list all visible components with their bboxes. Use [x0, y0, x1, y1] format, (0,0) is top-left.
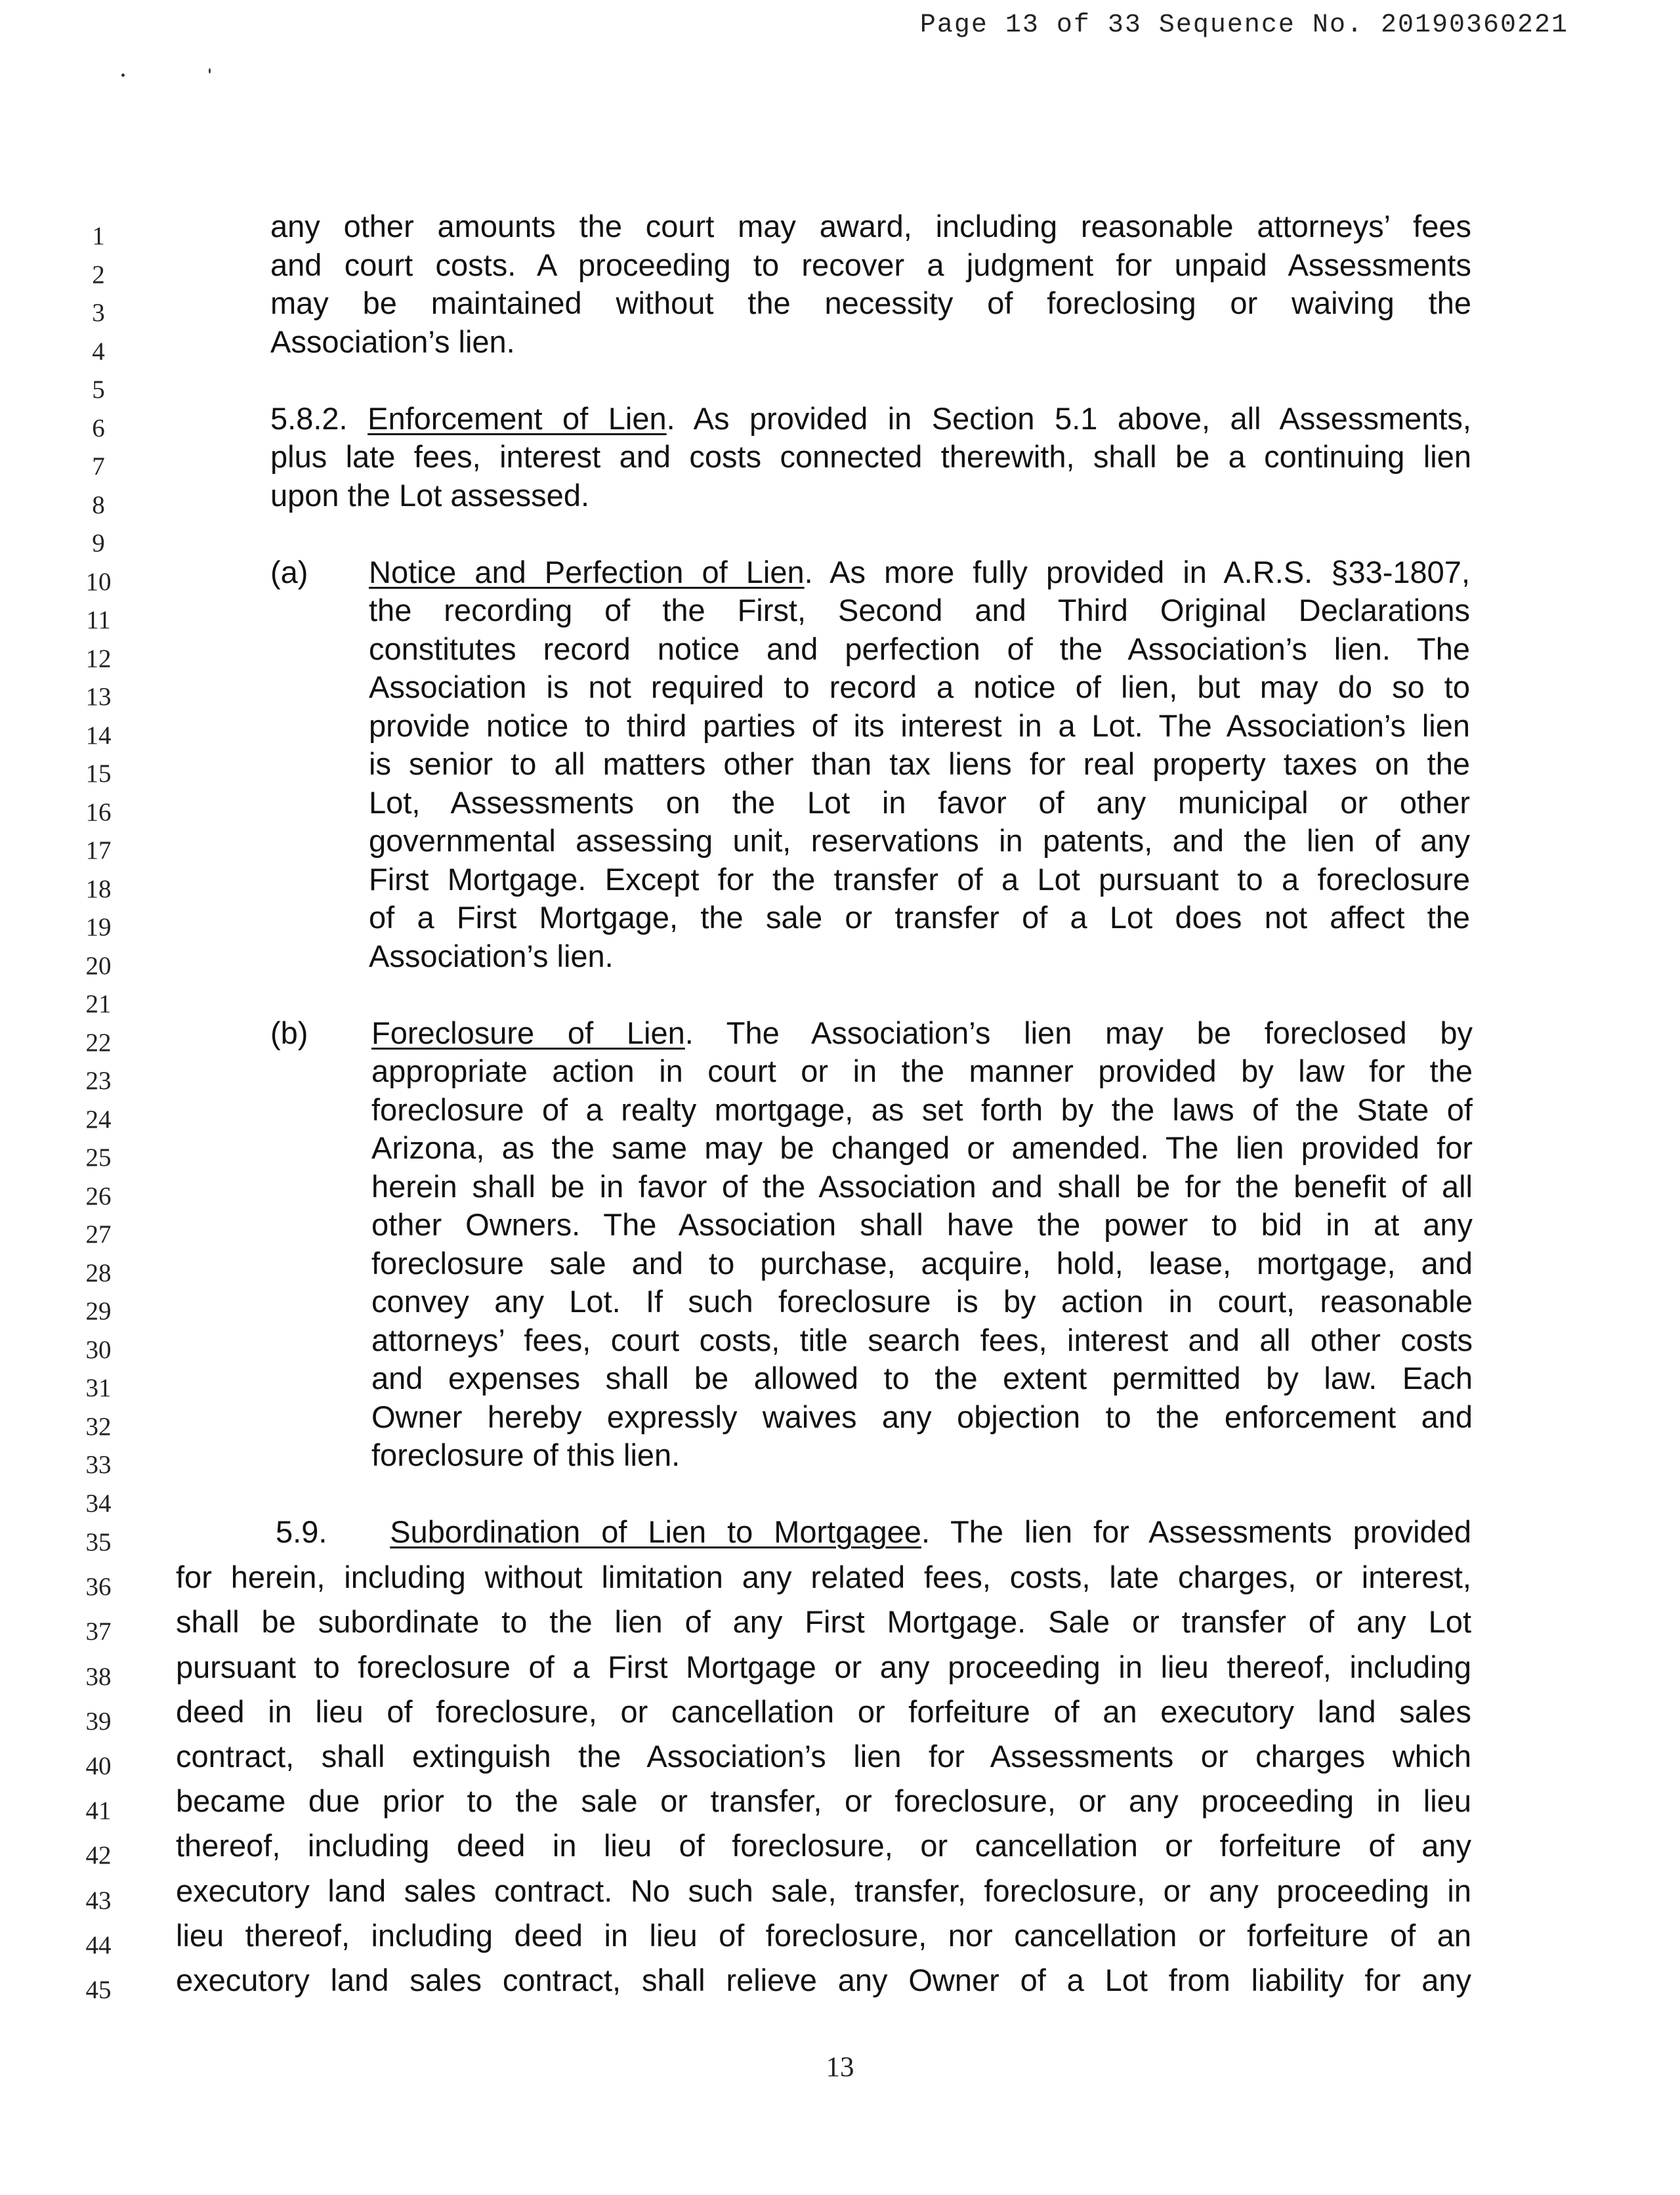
section-number: 5.8.2.: [270, 401, 348, 436]
text-line: herein shall be in favor of the Association and shall be for the benefit of all: [371, 1169, 1473, 1204]
line-number: 7: [92, 452, 105, 480]
line-number: 10: [85, 567, 112, 596]
line-number: 16: [85, 798, 112, 826]
text-line: plus late fees, interest and costs connected therewith, shall be a continuing lien: [270, 439, 1471, 474]
line-number: 34: [85, 1489, 112, 1518]
item-a-heading: Notice and Perfection of Lien: [369, 555, 805, 589]
text-line: deed in lieu of foreclosure, or cancellation or forfeiture of an executory land sales: [176, 1694, 1471, 1729]
text-line: Association is not required to record a notice of lien, but may do so to: [369, 670, 1470, 704]
line-number: 2: [92, 260, 105, 289]
line-number: 35: [85, 1528, 112, 1556]
text-line: governmental assessing unit, reservations in patents, and the lien of any: [369, 823, 1470, 858]
page-sequence-header: Page 13 of 33 Sequence No. 20190360221: [919, 11, 1568, 40]
line-number: 1: [92, 222, 105, 250]
line-number: 38: [85, 1662, 112, 1691]
text-fragment: . The Association’s lien may be foreclosed by: [684, 1015, 1473, 1050]
text-line: constitutes record notice and perfection of the Association’s lien. The: [369, 631, 1470, 666]
line-number: 17: [85, 836, 112, 864]
text-line: Association’s lien.: [369, 939, 614, 973]
text-line: foreclosure sale and to purchase, acquire, hold, lease, mortgage, and: [371, 1246, 1473, 1281]
section-5-8-2-first-line: [270, 403, 1471, 434]
text-line: appropriate action in court or in the manner provided by law for the: [371, 1054, 1473, 1088]
text-line: convey any Lot. If such foreclosure is by action in court, reasonable: [371, 1284, 1473, 1319]
line-number: 33: [85, 1451, 112, 1479]
line-number: 14: [85, 721, 112, 750]
line-number: 21: [85, 990, 112, 1018]
text-line: the recording of the First, Second and Third Original Declarations: [369, 593, 1470, 628]
section-heading: Subordination of Lien to Mortgagee: [390, 1514, 921, 1549]
text-fragment: . The lien for Assessments provided: [921, 1514, 1471, 1549]
scan-speck: [209, 68, 211, 74]
item-label-a: (a): [270, 555, 308, 589]
section-5-9-first-line: [276, 1516, 1471, 1547]
scan-speck: [121, 74, 125, 77]
text-line: provide notice to third parties of its interest in a Lot. The Association’s lien: [369, 708, 1470, 743]
line-number: 12: [85, 644, 112, 673]
line-number: 11: [86, 606, 111, 634]
line-number: 43: [85, 1886, 112, 1915]
text-line: Association’s lien.: [270, 324, 515, 359]
text-line: First Mortgage. Except for the transfer of a Lot pursuant to a foreclosure: [369, 862, 1470, 897]
line-number: 32: [85, 1412, 112, 1441]
text-line: and expenses shall be allowed to the extent permitted by law. Each: [371, 1361, 1473, 1396]
line-number: 9: [92, 529, 105, 557]
line-number: 20: [85, 951, 112, 980]
text-line: Lot, Assessments on the Lot in favor of any municipal or other: [369, 785, 1470, 820]
text-line: and court costs. A proceeding to recover a judgment for unpaid Assessments: [270, 247, 1471, 282]
line-number: 13: [85, 683, 112, 711]
text-line: became due prior to the sale or transfer, or foreclosure, or any proceeding in lieu: [176, 1783, 1471, 1818]
text-fragment: . As more fully provided in A.R.S. §33-1807,: [804, 555, 1471, 589]
line-number: 39: [85, 1707, 112, 1736]
item-b-heading: Foreclosure of Lien: [371, 1015, 685, 1050]
line-number: 28: [85, 1258, 112, 1287]
line-number: 8: [92, 490, 105, 519]
line-number: 37: [85, 1617, 112, 1646]
text-fragment: . As provided in Section 5.1 above, all Assessments,: [666, 401, 1471, 436]
line-number: 25: [85, 1143, 112, 1172]
text-line: Owner hereby expressly waives any objection to the enforcement and: [371, 1399, 1473, 1434]
item-b-first-line: [371, 1017, 1473, 1048]
text-line: foreclosure of a realty mortgage, as set forth by the laws of the State of: [371, 1092, 1473, 1127]
section-number: 5.9.: [276, 1514, 327, 1549]
line-number: 23: [85, 1067, 112, 1095]
text-line: is senior to all matters other than tax liens for real property taxes on the: [369, 746, 1470, 781]
line-number: 27: [85, 1220, 112, 1248]
line-number: 15: [85, 759, 112, 788]
text-line: any other amounts the court may award, including reasonable attorneys’ fees: [270, 209, 1471, 244]
line-number: 36: [85, 1573, 112, 1602]
text-line: may be maintained without the necessity of foreclosing or waiving the: [270, 286, 1471, 320]
text-line: foreclosure of this lien.: [371, 1438, 681, 1472]
line-number: 30: [85, 1335, 112, 1364]
text-line: executory land sales contract. No such sale, transfer, foreclosure, or any proceeding in: [176, 1873, 1471, 1908]
text-line: attorneys’ fees, court costs, title search fees, interest and all other costs: [371, 1323, 1473, 1357]
line-number: 40: [85, 1752, 112, 1780]
page-number: 13: [826, 2052, 854, 2083]
text-line: for herein, including without limitation any related fees, costs, late charges, or interest,: [176, 1560, 1471, 1594]
line-number: 44: [85, 1930, 112, 1959]
text-line: Arizona, as the same may be changed or amended. The lien provided for: [371, 1130, 1473, 1165]
item-a-first-line: [369, 557, 1470, 587]
line-number: 4: [92, 337, 105, 366]
line-number: 29: [85, 1297, 112, 1325]
text-line: contract, shall extinguish the Association’s lien for Assessments or charges which: [176, 1739, 1471, 1774]
line-number: 5: [92, 375, 105, 404]
line-number: 42: [85, 1841, 112, 1870]
line-number: 45: [85, 1976, 112, 2004]
line-number: 31: [85, 1374, 112, 1402]
text-line: thereof, including deed in lieu of foreclosure, or cancellation or forfeiture of any: [176, 1828, 1471, 1863]
line-number: 3: [92, 299, 105, 327]
text-line: lieu thereof, including deed in lieu of foreclosure, nor cancellation or forfeiture of an: [176, 1918, 1471, 1953]
text-line: other Owners. The Association shall have the power to bid in at any: [371, 1207, 1473, 1242]
line-number: 6: [92, 414, 105, 442]
text-line: pursuant to foreclosure of a First Mortgage or any proceeding in lieu thereof, including: [176, 1650, 1471, 1684]
line-number: 18: [85, 874, 112, 903]
item-label-b: (b): [270, 1015, 308, 1050]
text-line: of a First Mortgage, the sale or transfer of a Lot does not affect the: [369, 900, 1470, 935]
text-line: shall be subordinate to the lien of any First Mortgage. Sale or transfer of any Lot: [176, 1604, 1471, 1639]
text-line: upon the Lot assessed.: [270, 478, 590, 513]
text-line: executory land sales contract, shall relieve any Owner of a Lot from liability for any: [176, 1963, 1471, 1997]
line-number: 26: [85, 1182, 112, 1210]
line-number: 22: [85, 1028, 112, 1057]
section-heading: Enforcement of Lien: [368, 401, 667, 436]
line-number: 24: [85, 1105, 112, 1134]
line-number: 19: [85, 913, 112, 941]
line-number: 41: [85, 1797, 112, 1825]
